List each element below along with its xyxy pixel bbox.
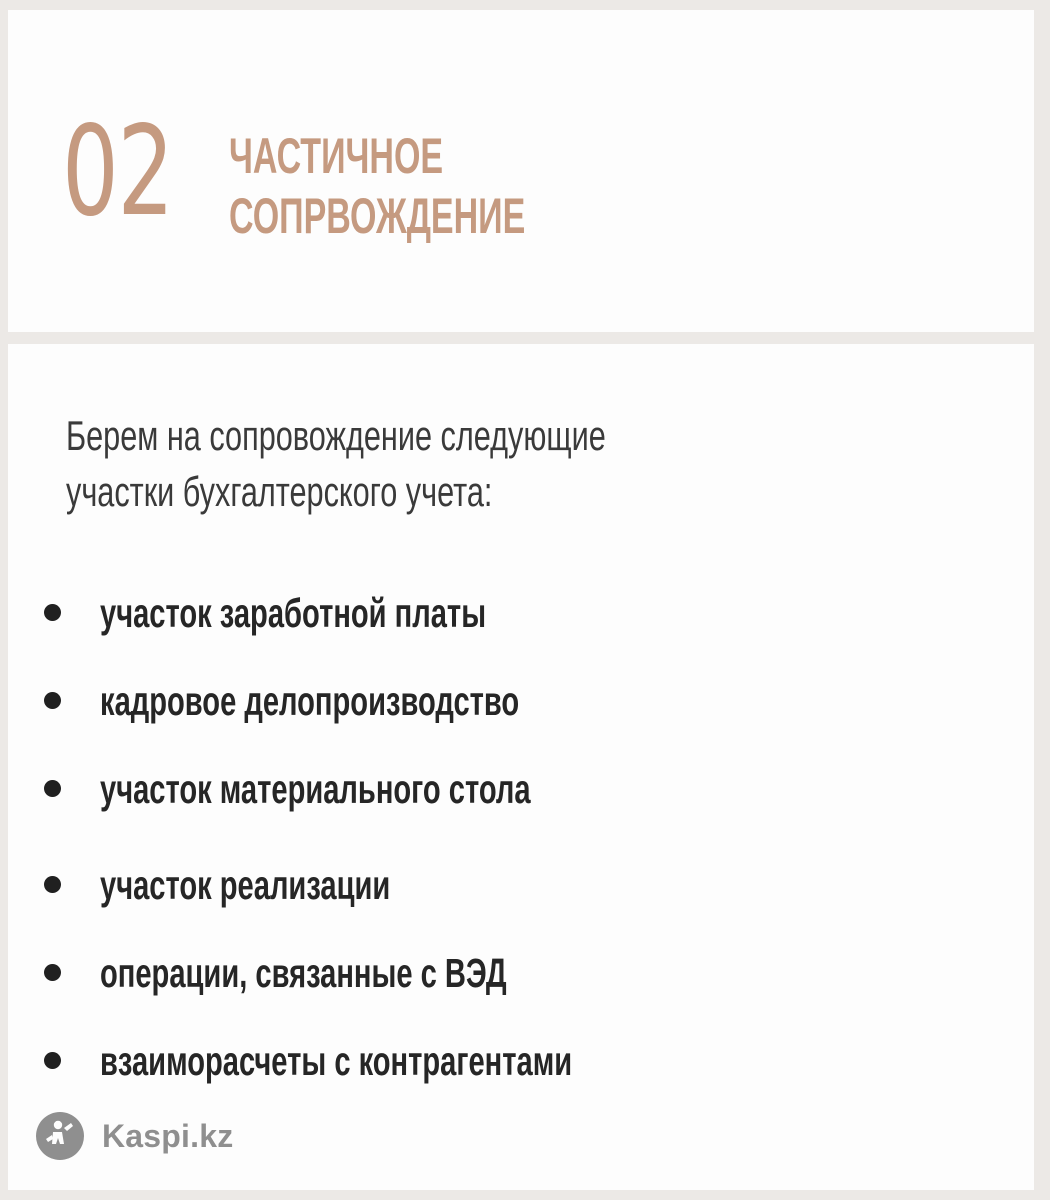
bullet-icon bbox=[44, 876, 61, 893]
watermark-text: Kaspi.kz bbox=[102, 1117, 234, 1154]
section-title-line-2: СОПРВОЖДЕНИЕ bbox=[229, 188, 526, 244]
bullet-icon bbox=[44, 692, 61, 709]
intro-line-1: Берем на сопровождение следующие bbox=[66, 412, 606, 459]
list-item-label: участок материального стола bbox=[100, 766, 531, 812]
bullet-icon bbox=[44, 604, 61, 621]
kaspi-logo-icon bbox=[34, 1110, 86, 1162]
kaspi-watermark bbox=[34, 1108, 233, 1164]
list-item-label: кадровое делопроизводство bbox=[100, 678, 520, 724]
list-item-label: участок заработной платы bbox=[100, 590, 487, 636]
bullet-icon bbox=[44, 780, 61, 797]
intro-line-2: участки бухгалтерского учета: bbox=[66, 468, 493, 515]
list-item-label: взаиморасчеты с контрагентами bbox=[100, 1038, 573, 1084]
section-title-line-1: ЧАСТИЧНОЕ bbox=[229, 128, 444, 184]
bullet-icon bbox=[44, 1052, 61, 1069]
section-number: 02 bbox=[62, 100, 173, 244]
list-item-label: участок реализации bbox=[100, 862, 391, 908]
bullet-icon bbox=[44, 964, 61, 981]
list-item-label: операции, связанные с ВЭД bbox=[100, 950, 507, 996]
